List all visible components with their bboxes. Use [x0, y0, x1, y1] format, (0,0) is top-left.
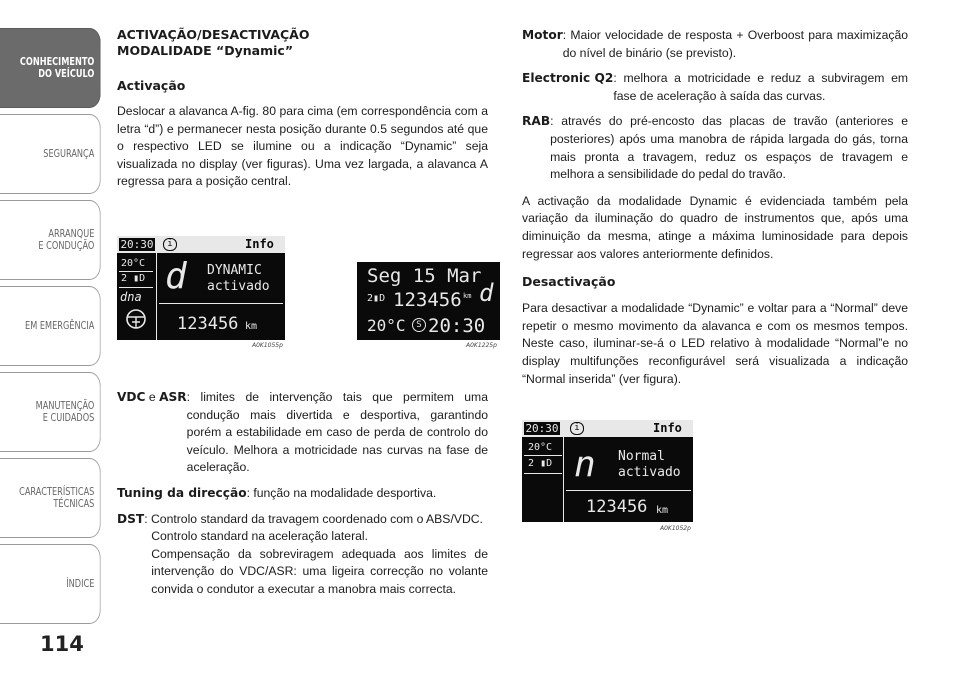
display2-unit: km: [463, 292, 472, 300]
display1-mode-letter: d: [165, 256, 187, 297]
display1-line1: DYNAMIC: [207, 263, 262, 278]
dst-line1: : Controlo standard da travagem coordenado com o ABS/VDC.: [144, 511, 483, 526]
display1-info-label: Info: [245, 237, 274, 251]
display1-divider-2: [119, 287, 153, 288]
deactivation-heading: Desactivação: [522, 274, 616, 290]
display3-divider-3: [566, 490, 691, 491]
display1-divider-3: [159, 303, 283, 304]
display3-time: 20:30: [525, 422, 559, 435]
display2-time: 20:30: [428, 315, 486, 337]
display1-vertical-divider: [156, 253, 157, 340]
info-i-icon: i: [163, 238, 177, 251]
section-title-line1: ACTIVAÇÃO/DESACTIVAÇÃO: [117, 27, 310, 42]
display3-mode-letter: n: [574, 444, 596, 485]
electronic-q2-definition: : melhora a motricidade e reduz a subviragem em fase de aceleração à saída das curvas.: [613, 71, 908, 103]
display3-odometer: 123456: [586, 497, 648, 517]
tab-em-emergencia[interactable]: EM EMERGÊNCIA: [0, 286, 101, 366]
section-title-line2: MODALIDADE “Dynamic”: [117, 43, 294, 58]
display2-odometer: 123456: [393, 289, 462, 311]
display-normal-activated: [522, 420, 693, 522]
rab-term: RAB: [522, 114, 551, 129]
electronic-q2-item: [522, 70, 908, 105]
left-column-top: [117, 27, 488, 191]
tab-arranque-e-conducao[interactable]: ARRANQUE E CONDUÇÃO: [0, 200, 101, 280]
gear-bars-icon: ▮: [133, 273, 140, 284]
tab-manutencao-e-cuidados[interactable]: MANUTENÇÃO E CUIDADOS: [0, 372, 101, 452]
motor-term: Motor: [522, 28, 563, 42]
display1-time: 20:30: [120, 238, 154, 251]
vdc-asr-definition: : limites de intervenção tais que permitem uma condução mais divertida e desportiva, garantindo porém a estabilidade em caso de perda de controlo do veículo. Melhora a motricidade nas curvas na fase de aceleração.: [186, 390, 488, 475]
left-column-bottom: [117, 389, 488, 599]
gear-bars-icon: ▮: [373, 293, 380, 304]
display3-temperature: 20°C: [528, 442, 553, 453]
deactivation-paragraph: Para desactivar a modalidade “Dynamic” e voltar para a “Normal” deve repetir o mesmo movimento da alavanca e com os mesmos tempos. Neste caso, iluminar-se-á o LED relativo à modalidade “Normal”e no display multifunções reconfigurável será visualizada a indicação “Normal inserida” (ver figura).: [522, 301, 908, 386]
display3-divider: [524, 455, 562, 456]
figure2-caption: A0K1225p: [466, 342, 497, 349]
display1-divider: [119, 271, 153, 272]
display2-temperature: 20°C: [367, 316, 406, 335]
dst-line2: Controlo standard na aceleração lateral.: [151, 529, 369, 544]
display3-line2: activado: [618, 465, 681, 480]
tab-conhecimento-do-veiculo[interactable]: CONHECIMENTO DO VEÍCULO: [0, 28, 101, 108]
vdc-asr-term: VDC e ASR: [117, 390, 187, 404]
activation-paragraph: Deslocar a alavanca A-fig. 80 para cima (em correspondência com a letra “d”) e permanecer nesta posição durante 0.5 segundos até que o respectivo LED se ilumine ou a indicação “Dynamic” seja visualizada no display (ver figuras). Uma vez largada, a alavanca A regressa para a posição central.: [117, 104, 488, 189]
figure3-caption: A0K1052p: [660, 525, 691, 532]
display1-unit: km: [245, 321, 258, 332]
display3-unit: km: [656, 505, 669, 516]
dst-term: DST: [117, 511, 145, 526]
rab-definition: : através do pré-encosto das placas de travão (anteriores e posteriores) após uma manobra de rápida largada do gás, torna mais pronta a travagem, reduz os espaços de travagem e melhora a sensibilidade do pedal do travão.: [550, 114, 908, 182]
display-dynamic-activated: [117, 236, 285, 340]
motor-item: [522, 27, 908, 62]
display1-gear: 2 ▮D: [121, 273, 146, 284]
dst-item: [117, 511, 488, 599]
dna-logo: dna: [120, 290, 142, 304]
display-dynamic-cluster: [357, 262, 500, 340]
display1-odometer: 123456: [177, 314, 239, 334]
display1-line2: activado: [207, 279, 270, 294]
motor-definition: : Maior velocidade de resposta + Overboost para maximização do nível de binário (se previsto).: [562, 28, 908, 60]
display3-info-label: Info: [653, 421, 682, 435]
electronic-q2-term: Electronic Q2: [522, 71, 614, 86]
display3-gear: 2 ▮D: [528, 458, 553, 469]
right-column: [522, 27, 908, 388]
display3-divider-2: [524, 473, 562, 474]
illumination-paragraph: A activação da modalidade Dynamic é evidenciada também pela variação da iluminação do quadro de instrumentos que, após uma diminuição da mesma, atinge a máxima luminosidade para depois regressar aos valores anteriormente definidos.: [522, 193, 908, 261]
activation-heading: Activação: [117, 78, 186, 93]
rab-item: [522, 113, 908, 183]
start-stop-s-icon: S: [412, 318, 426, 332]
figure1-caption: A0K1055p: [252, 342, 283, 349]
tab-indice[interactable]: ÍNDICE: [0, 544, 101, 624]
page-number: 114: [40, 632, 84, 656]
steering-wheel-icon: [125, 308, 147, 330]
display2-mode-letter: d: [479, 279, 494, 307]
display3-vertical-divider: [563, 437, 564, 522]
display1-temperature: 20°C: [121, 258, 146, 269]
display2-gear: 2▮D: [367, 293, 386, 304]
dst-line3: Compensação da sobreviragem adequada aos limites de intervenção do VDC/ASR: uma ligeira correcção no volante convida o condutor a executar a manobra mais correcta.: [151, 546, 488, 596]
display2-date: Seg 15 Mar: [367, 265, 482, 287]
tab-caracteristicas-tecnicas[interactable]: CARACTERÍSTICAS TÉCNICAS: [0, 458, 101, 538]
vdc-asr-item: [117, 389, 488, 477]
tuning-item: Tuning da direcção: função na modalidade desportiva.: [117, 485, 437, 500]
display3-line1: Normal: [618, 449, 665, 464]
info-i-icon: i: [570, 422, 584, 435]
gear-bars-icon: ▮: [540, 458, 547, 469]
tab-seguranca[interactable]: SEGURANÇA: [0, 114, 101, 194]
